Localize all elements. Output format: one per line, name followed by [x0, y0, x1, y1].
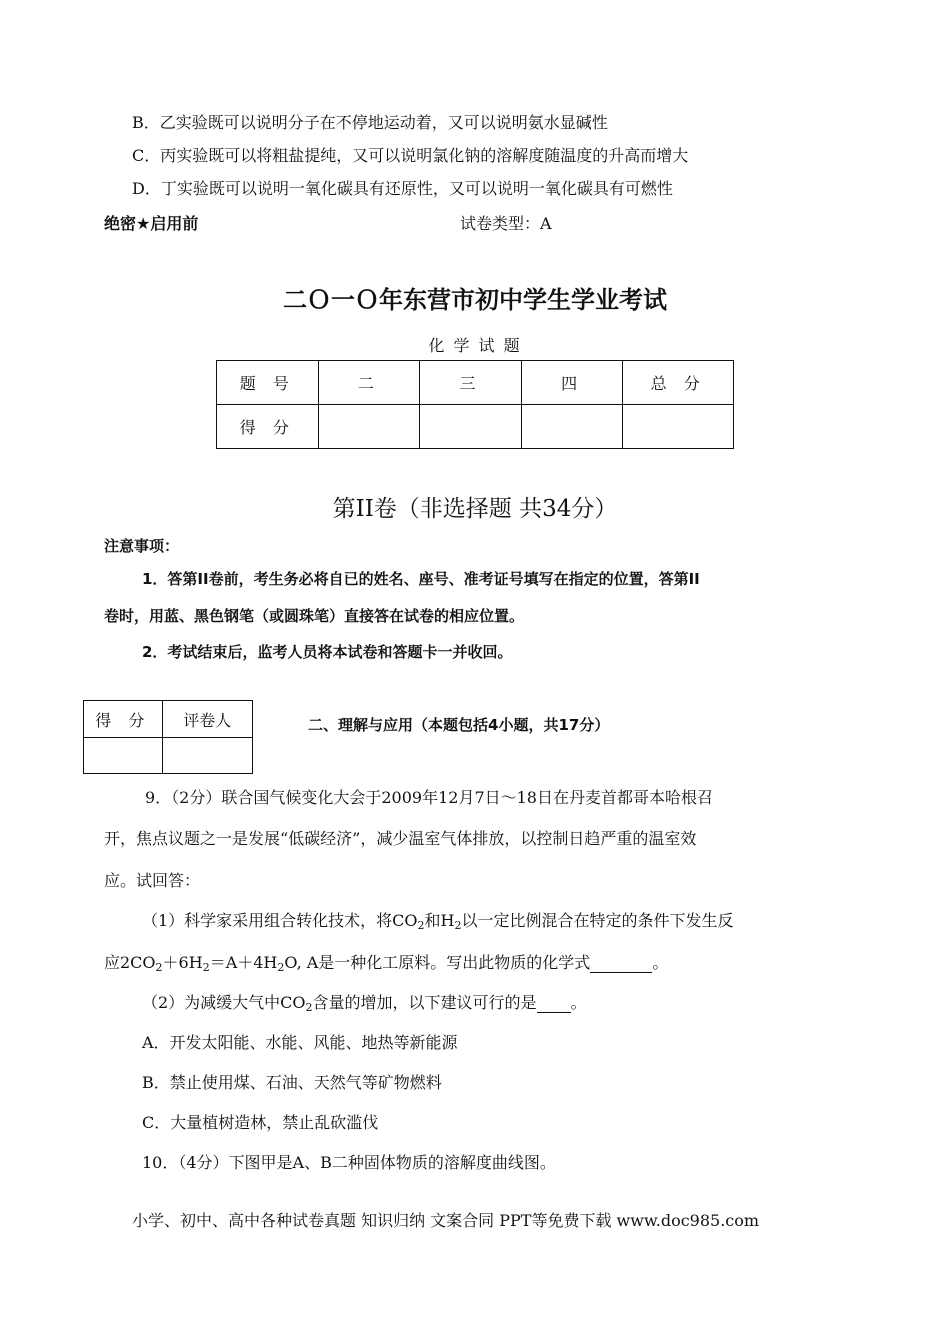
answer-blank[interactable] — [590, 953, 652, 973]
section-title: 第II卷（非选择题 共34分） — [332, 496, 618, 522]
q9-option: B．禁止使用煤、石油、天然气等矿物燃料 — [142, 1073, 442, 1092]
q9-part1-text: 以一定比例混合在特定的条件下发生反 — [461, 911, 734, 930]
q9-part1-text: 和H — [424, 911, 455, 930]
q9-part1-text: （1）科学家采用组合转化技术，将CO — [142, 911, 418, 930]
subscript: 2 — [305, 1001, 313, 1014]
q9-part2 — [142, 990, 587, 1013]
q9-option: A．开发太阳能、水能、风能、地热等新能源 — [142, 1033, 458, 1052]
exam-title: 二Ｏ一Ｏ年东营市初中学生学业考试 — [283, 286, 667, 314]
notes-item: 1．答第II卷前，考生务必将自已的姓名、座号、准考证号填写在指定的位置，答第II — [142, 570, 700, 588]
score-table-header: 二 — [318, 361, 420, 405]
equation-text: ＋6H — [162, 953, 203, 972]
subscript: 2 — [202, 961, 210, 974]
score-table — [216, 360, 734, 449]
notes-heading: 注意事项： — [104, 537, 180, 555]
score-table-header: 题 号 — [217, 361, 319, 405]
score-table-header: 四 — [521, 361, 623, 405]
grader-score-cell[interactable] — [84, 738, 163, 774]
score-cell[interactable] — [318, 405, 420, 449]
equation-text: O, A是一种化工原料。写出此物质的化学式 — [284, 953, 591, 972]
prev-option-d: D．丁实验既可以说明一氧化碳具有还原性，又可以说明一氧化碳具有可燃性 — [132, 179, 673, 198]
equation-text: ＝A＋4H — [209, 953, 278, 972]
score-table-header: 总 分 — [623, 361, 734, 405]
score-cell[interactable] — [521, 405, 623, 449]
part-two-title: 二、理解与应用（本题包括4小题，共17分） — [308, 716, 610, 734]
grader-label: 评卷人 — [162, 701, 252, 738]
grader-box — [83, 700, 253, 774]
score-cell[interactable] — [420, 405, 522, 449]
notes-item: 卷时，用蓝、黑色钢笔（或圆珠笔）直接答在试卷的相应位置。 — [104, 607, 525, 625]
q9-part1 — [142, 908, 734, 931]
prev-option-c: C．丙实验既可以将粗盐提纯，又可以说明氯化钠的溶解度随温度的升高而增大 — [132, 146, 689, 165]
grader-name-cell[interactable] — [162, 738, 252, 774]
footer-text: 小学、初中、高中各种试卷真题 知识归纳 文案合同 PPT等免费下载 www.doc985.com — [132, 1211, 760, 1230]
paper-type-label: 试卷类型：A — [460, 214, 552, 233]
q9-part2-text: 。 — [570, 993, 587, 1012]
prev-option-b: B．乙实验既可以说明分子在不停地运动着，又可以说明氨水显碱性 — [132, 113, 608, 132]
subscript: 2 — [454, 919, 462, 932]
exam-subtitle: 化 学 试 题 — [428, 336, 522, 355]
answer-blank[interactable] — [537, 993, 571, 1013]
secret-label: 绝密★启用前 — [104, 214, 199, 233]
q9-line: 9．（2分）联合国气候变化大会于2009年12月7日～18日在丹麦首都哥本哈根召 — [145, 788, 713, 807]
subscript: 2 — [417, 919, 425, 932]
score-table-row-label: 得 分 — [217, 405, 319, 449]
q9-line: 应。试回答： — [104, 871, 201, 890]
equation-text: 。 — [652, 953, 669, 972]
score-table-header: 三 — [420, 361, 522, 405]
grader-score-label: 得 分 — [84, 701, 163, 738]
q9-part2-text: （2）为减缓大气中CO — [142, 993, 306, 1012]
notes-item: 2．考试结束后，监考人员将本试卷和答题卡一并收回。 — [142, 643, 513, 661]
q10-text: 10．（4分）下图甲是A、B二种固体物质的溶解度曲线图。 — [142, 1153, 556, 1172]
q9-line: 开，焦点议题之一是发展“低碳经济”，减少温室气体排放，以控制日趋严重的温室效 — [104, 829, 697, 848]
q9-option: C．大量植树造林，禁止乱砍滥伐 — [142, 1113, 379, 1132]
equation-text: 应2CO — [104, 953, 156, 972]
subscript: 2 — [277, 961, 285, 974]
score-cell[interactable] — [623, 405, 734, 449]
subscript: 2 — [155, 961, 163, 974]
q9-equation-line — [104, 950, 668, 973]
q9-part2-text: 含量的增加，以下建议可行的是 — [312, 993, 537, 1012]
